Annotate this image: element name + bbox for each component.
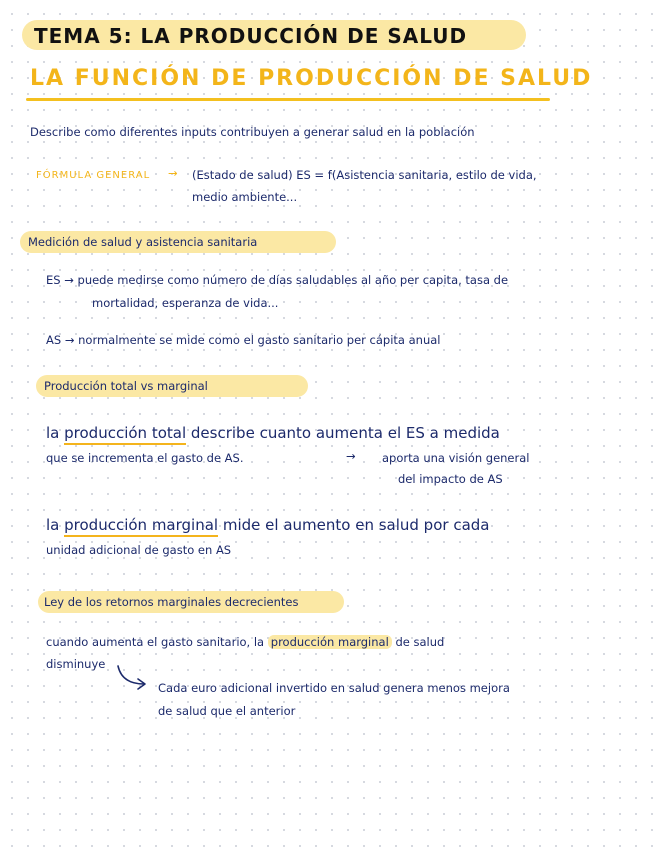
law-prefix: cuando aumenta el gasto sanitario, la bbox=[46, 635, 265, 649]
marginal-prefix: la bbox=[46, 516, 60, 534]
section3-heading: Ley de los retornos marginales decrecientes bbox=[44, 595, 299, 609]
formula-line-2: medio ambiente... bbox=[192, 190, 298, 204]
law-term: producción marginal bbox=[268, 635, 392, 649]
es-line-1: ES → puede medirse como número de días saludables al año per capita, tasa de bbox=[46, 273, 509, 287]
law-line-1 bbox=[46, 635, 444, 649]
page-title: TEMA 5: LA PRODUCCIÓN DE SALUD bbox=[34, 24, 468, 48]
section1-heading: Medición de salud y asistencia sanitaria bbox=[28, 235, 258, 249]
section2-heading: Producción total vs marginal bbox=[44, 379, 208, 393]
marginal-line-2: unidad adicional de gasto en AS bbox=[46, 543, 232, 557]
law-suffix: de salud bbox=[395, 635, 445, 649]
total-line-2: que se incrementa el gasto de AS. bbox=[46, 451, 244, 465]
law-note-2: de salud que el anterior bbox=[158, 704, 296, 718]
marginal-line-1 bbox=[46, 516, 489, 534]
subtitle-underline bbox=[26, 98, 550, 101]
page-subtitle: LA FUNCIÓN DE PRODUCCIÓN DE SALUD bbox=[30, 66, 593, 91]
law-note-1: Cada euro adicional invertido en salud genera menos mejora bbox=[158, 681, 510, 695]
formula-line-1: (Estado de salud) ES = f(Asistencia sanitaria, estilo de vida, bbox=[192, 168, 537, 182]
curved-arrow-icon bbox=[112, 662, 152, 692]
total-line-1 bbox=[46, 424, 500, 442]
total-note-2: del impacto de AS bbox=[398, 472, 503, 486]
formula-label: FÓRMULA GENERAL bbox=[36, 170, 151, 181]
law-line-2: disminuye bbox=[46, 657, 106, 671]
es-line-2: mortalidad, esperanza de vida... bbox=[92, 296, 279, 310]
marginal-term: producción marginal bbox=[64, 516, 218, 537]
total-prefix: la bbox=[46, 424, 60, 442]
total-arrow: → bbox=[346, 449, 356, 463]
total-term: producción total bbox=[64, 424, 186, 445]
intro-text: Describe como diferentes inputs contribuyen a generar salud en la población bbox=[30, 125, 475, 139]
formula-arrow: → bbox=[168, 166, 178, 180]
total-note-1: aporta una visión general bbox=[382, 451, 530, 465]
as-line: AS → normalmente se mide como el gasto sanitario per cápita anual bbox=[46, 333, 441, 347]
marginal-rest: mide el aumento en salud por cada bbox=[222, 516, 490, 534]
total-rest: describe cuanto aumenta el ES a medida bbox=[190, 424, 500, 442]
